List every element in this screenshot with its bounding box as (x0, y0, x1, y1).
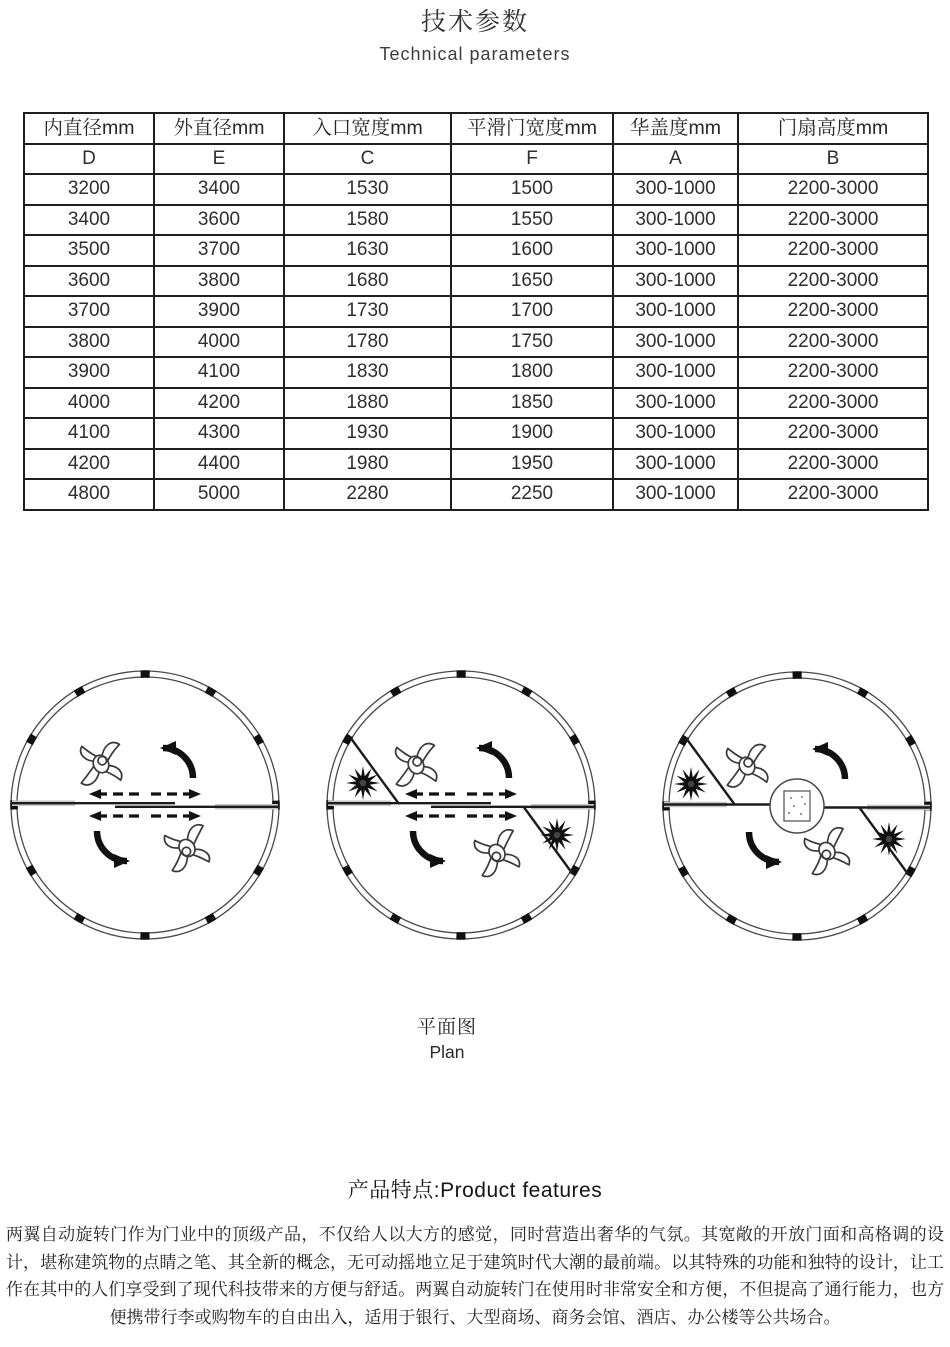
table-row (24, 174, 928, 205)
table-cell: 3900 (24, 357, 154, 388)
table-cell: 1780 (284, 327, 451, 358)
table-cell: 3500 (24, 235, 154, 266)
table-row (24, 327, 928, 358)
table-cell: 2200-3000 (738, 296, 928, 327)
person-icon (713, 734, 779, 798)
plan-diagram-two-wing-basic (5, 665, 285, 945)
page-subtitle: Technical parameters (379, 44, 571, 64)
table-cell: 300-1000 (613, 388, 738, 419)
table-cell: 4300 (154, 418, 284, 449)
table-row (24, 418, 928, 449)
person-icon (67, 732, 133, 796)
table-cell: 4200 (24, 449, 154, 480)
table-cell: 3700 (24, 296, 154, 327)
table-cell: 300-1000 (613, 327, 738, 358)
features-paragraph: 两翼自动旋转门作为门业中的顶级产品，不仅给人以大方的感觉，同时营造出奢华的气氛。其宽敞的开放门面和高格调的设计，堪称建筑物的点睛之笔、其全新的概念，无可动摇地立足于建筑时代大潮的最前端。以其特殊的功能和独特的设计，让工作在其中的人们享受到了现代科技带来的方便与舒适。两翼自动旋转门在使用时非常安全和方便，不但提高了通行能力，也方便携带行李或购物车的自由出入，适用于银行、大型商场、商务会馆、酒店、办公楼等公共场合。 (6, 1225, 944, 1327)
door-ring (327, 671, 595, 939)
table-cell: 4100 (154, 357, 284, 388)
table-row (24, 205, 928, 236)
table-cell: 2200-3000 (738, 357, 928, 388)
column-letter: A (613, 144, 738, 175)
column-header: 华盖度mm (613, 113, 738, 144)
showcase-plant-icon (346, 766, 380, 800)
sliding-door-arrows-icon (407, 794, 515, 816)
table-cell: 4000 (154, 327, 284, 358)
showcase-plant-icon (674, 767, 708, 801)
table-cell: 2200-3000 (738, 479, 928, 510)
features-heading: 产品特点:Product features (347, 1179, 603, 1202)
person-icon (382, 733, 448, 797)
table-cell: 3400 (154, 174, 284, 205)
table-cell: 4200 (154, 388, 284, 419)
column-letter: F (451, 144, 613, 175)
table-cell: 4000 (24, 388, 154, 419)
table-cell: 300-1000 (613, 235, 738, 266)
table-cell: 4100 (24, 418, 154, 449)
parameters-table-body (24, 174, 928, 510)
person-icon (463, 819, 532, 887)
table-cell: 1900 (451, 418, 613, 449)
table-cell: 2200-3000 (738, 266, 928, 297)
center-showcase-icon (770, 779, 824, 833)
table-cell: 1880 (284, 388, 451, 419)
door-wings (663, 805, 931, 808)
plan-caption-zh: 平面图 (416, 1017, 477, 1038)
table-cell: 300-1000 (613, 418, 738, 449)
table-cell: 1800 (451, 357, 613, 388)
plan-diagram-two-wing-showcases (321, 665, 601, 945)
table-cell: 1530 (284, 174, 451, 205)
column-header: 内直径mm (24, 113, 154, 144)
table-cell: 1700 (451, 296, 613, 327)
showcase-partitions (686, 738, 908, 874)
rotation-arrows-icon (413, 748, 509, 861)
door-ring (11, 671, 279, 939)
column-header: 外直径mm (154, 113, 284, 144)
table-cell: 1950 (451, 449, 613, 480)
person-icon (153, 814, 222, 882)
column-letter: B (738, 144, 928, 175)
table-cell: 1930 (284, 418, 451, 449)
table-cell: 3400 (24, 205, 154, 236)
parameters-table-header (24, 113, 928, 174)
table-cell: 300-1000 (613, 266, 738, 297)
table-cell: 1730 (284, 296, 451, 327)
table-cell: 2200-3000 (738, 449, 928, 480)
table-cell: 1500 (451, 174, 613, 205)
plan-caption (0, 1012, 894, 1063)
person-icon (793, 817, 862, 885)
table-cell: 4800 (24, 479, 154, 510)
table-cell: 2250 (451, 479, 613, 510)
door-ring (663, 672, 931, 940)
table-cell: 3900 (154, 296, 284, 327)
column-letter: C (284, 144, 451, 175)
table-cell: 1550 (451, 205, 613, 236)
table-row (24, 266, 928, 297)
rotation-arrows-icon (749, 749, 845, 862)
sliding-door-arrows-icon (91, 794, 199, 816)
rotation-arrows-icon (97, 748, 193, 861)
table-cell: 2200-3000 (738, 205, 928, 236)
table-cell: 5000 (154, 479, 284, 510)
table-cell: 300-1000 (613, 174, 738, 205)
table-cell: 1630 (284, 235, 451, 266)
table-cell: 1600 (451, 235, 613, 266)
plan-caption-en: Plan (429, 1042, 465, 1062)
table-cell: 1830 (284, 357, 451, 388)
parameters-table (23, 112, 929, 511)
showcase-plant-icon (872, 822, 906, 856)
table-cell: 3600 (24, 266, 154, 297)
table-cell: 3800 (154, 266, 284, 297)
page-title: 技术参数 (420, 8, 529, 36)
table-row (24, 388, 928, 419)
table-cell: 300-1000 (613, 479, 738, 510)
column-letter: D (24, 144, 154, 175)
table-cell: 1580 (284, 205, 451, 236)
table-cell: 2200-3000 (738, 418, 928, 449)
table-cell: 3700 (154, 235, 284, 266)
table-cell: 3600 (154, 205, 284, 236)
table-row (24, 479, 928, 510)
table-cell: 300-1000 (613, 449, 738, 480)
table-cell: 1850 (451, 388, 613, 419)
column-header: 入口宽度mm (284, 113, 451, 144)
table-row (24, 357, 928, 388)
table-cell: 4400 (154, 449, 284, 480)
table-cell: 1980 (284, 449, 451, 480)
table-cell: 300-1000 (613, 205, 738, 236)
showcase-partitions (350, 737, 572, 873)
table-row (24, 296, 928, 327)
door-wings (11, 803, 279, 807)
table-row (24, 235, 928, 266)
door-wings (327, 803, 595, 807)
plan-diagram-two-wing-central-showcase (657, 666, 937, 946)
table-cell: 1680 (284, 266, 451, 297)
table-cell: 2280 (284, 479, 451, 510)
table-cell: 1650 (451, 266, 613, 297)
column-header: 门扇高度mm (738, 113, 928, 144)
table-cell: 2200-3000 (738, 174, 928, 205)
table-cell: 300-1000 (613, 296, 738, 327)
table-cell: 300-1000 (613, 357, 738, 388)
column-letter: E (154, 144, 284, 175)
table-cell: 1750 (451, 327, 613, 358)
table-cell: 2200-3000 (738, 235, 928, 266)
table-cell: 3800 (24, 327, 154, 358)
table-cell: 2200-3000 (738, 327, 928, 358)
table-row (24, 449, 928, 480)
showcase-plant-icon (540, 818, 574, 852)
column-header: 平滑门宽度mm (451, 113, 613, 144)
table-cell: 3200 (24, 174, 154, 205)
table-cell: 2200-3000 (738, 388, 928, 419)
